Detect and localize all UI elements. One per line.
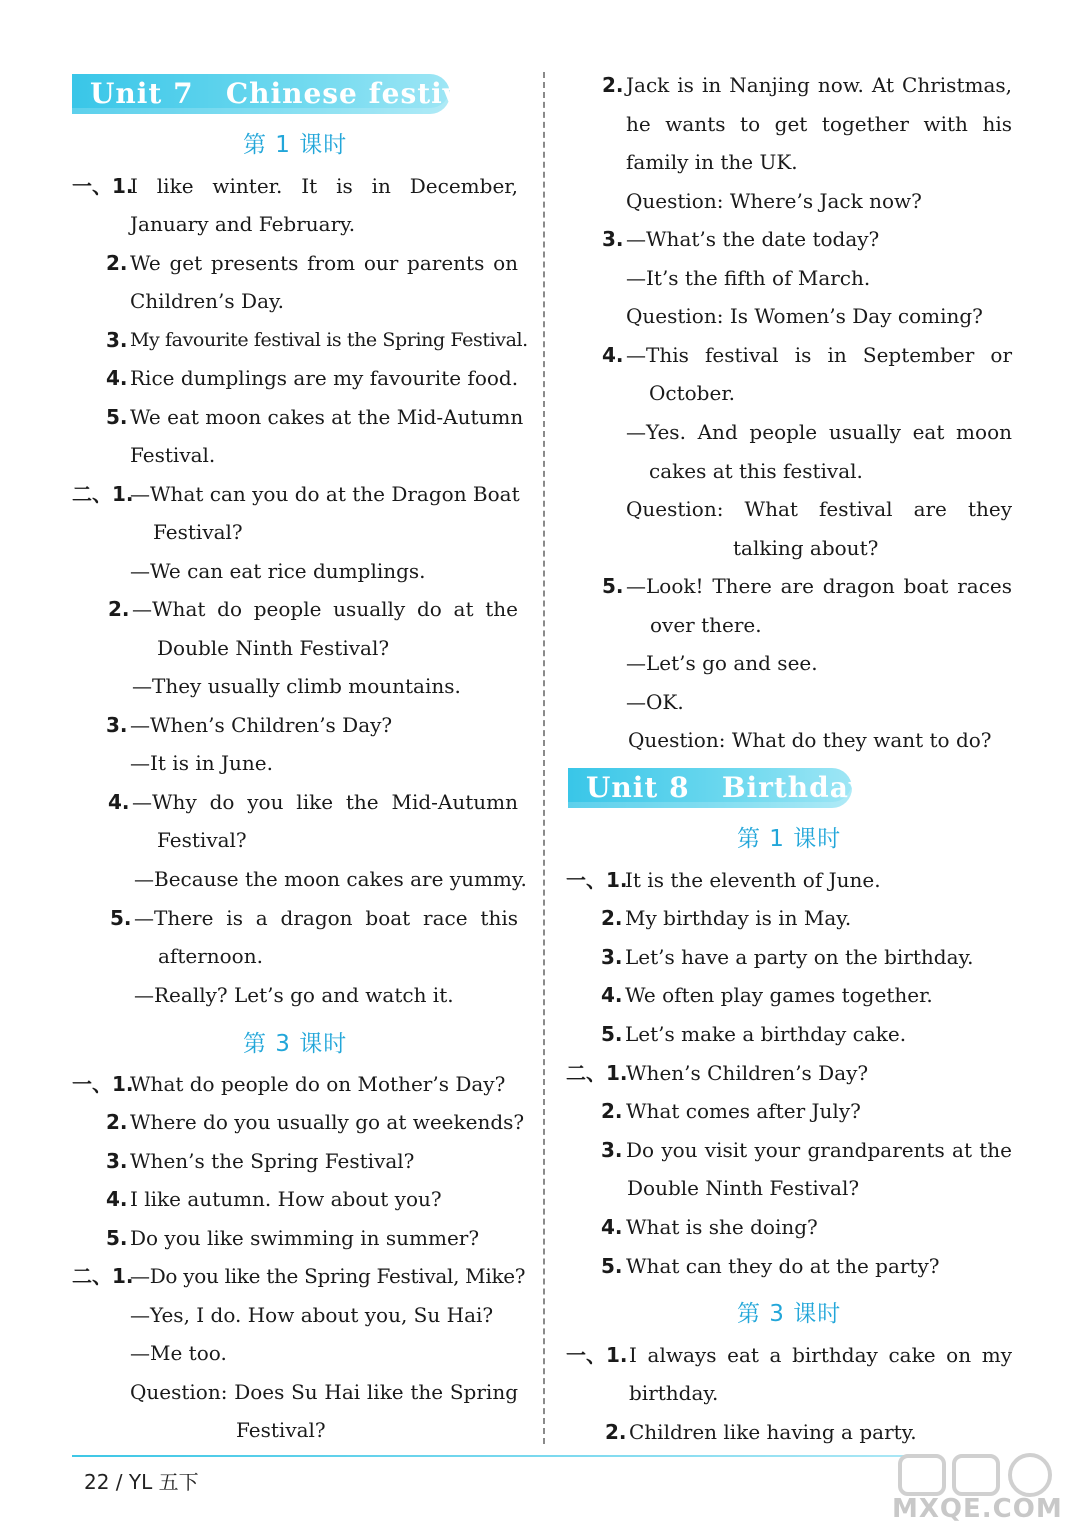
item-number: 3. (602, 227, 624, 251)
answer-line: Double Ninth Festival? (157, 636, 390, 660)
item-number: 一、1. (72, 174, 134, 198)
lesson-heading-3: 第 3 课时 (243, 1031, 348, 1057)
answer-line: It is the eleventh of June. (625, 868, 881, 892)
answer-line: Jack is in Nanjing now. At Christmas, (626, 73, 1012, 97)
answer-line: —We can eat rice dumplings. (130, 559, 426, 583)
answer-line: I like winter. It is in December, (130, 174, 518, 198)
item-number: 一、1. (566, 1343, 628, 1367)
question-line: Festival? (236, 1418, 326, 1442)
answer-line: —What can you do at the Dragon Boat (130, 482, 520, 506)
question-line: Question: Where’s Jack now? (626, 189, 922, 213)
answer-line: October. (649, 381, 736, 405)
watermark-text: MXQE.COM (892, 1494, 1063, 1524)
item-number: 4. (601, 1215, 623, 1239)
answer-line: We eat moon cakes at the Mid-Autumn (130, 405, 524, 429)
answer-line: When’s the Spring Festival? (130, 1149, 415, 1173)
answer-line: —Yes. And people usually eat moon (626, 420, 1012, 444)
lesson-heading-1: 第 1 课时 (737, 826, 842, 852)
question-line: talking about? (733, 536, 879, 560)
item-number: 4. (601, 983, 623, 1007)
item-number: 二、1. (72, 482, 134, 506)
watermark-logo (892, 1450, 1062, 1534)
item-number: 2. (601, 1099, 623, 1123)
question-line: Question: What do they want to do? (628, 728, 992, 752)
answer-line: January and February. (130, 212, 356, 236)
answer-line: —Because the moon cakes are yummy. (134, 867, 527, 891)
answer-line: —OK. (626, 690, 684, 714)
item-number: 3. (601, 945, 623, 969)
item-number: 5. (602, 574, 624, 598)
answer-line: What can they do at the party? (626, 1254, 940, 1278)
question-line: Question: Is Women’s Day coming? (626, 304, 983, 328)
left-column (0, 0, 540, 1460)
answer-line: Festival? (153, 520, 243, 544)
item-number: 2. (106, 1110, 128, 1134)
unit7-banner (72, 74, 508, 114)
item-number: 4. (106, 366, 128, 390)
item-number: 3. (106, 328, 128, 352)
item-number: 5. (601, 1022, 623, 1046)
answer-line: What is she doing? (626, 1215, 818, 1239)
answer-line: Where do you usually go at weekends? (130, 1110, 525, 1134)
answer-line: Rice dumplings are my favourite food. (130, 366, 519, 390)
item-number: 2. (605, 1420, 627, 1444)
answer-line: —There is a dragon boat race this (134, 906, 518, 930)
answer-line: —Why do you like the Mid-Autumn (132, 790, 518, 814)
lesson-heading-1: 第 1 课时 (243, 132, 348, 158)
answer-line: We get presents from our parents on (130, 251, 518, 275)
answer-line: Do you visit your grandparents at the (626, 1138, 1012, 1162)
answer-line: —What do people usually do at the (132, 597, 518, 621)
unit8-banner (568, 768, 883, 808)
footer-rule (72, 1455, 940, 1457)
item-number: 一、1. (566, 868, 628, 892)
answer-line: he wants to get together with his (626, 112, 1012, 136)
item-number: 5. (110, 906, 132, 930)
answer-line: —It’s the fifth of March. (626, 266, 871, 290)
answer-line: afternoon. (158, 944, 263, 968)
item-number: 4. (106, 1187, 128, 1211)
answer-line: birthday. (629, 1381, 719, 1405)
answer-line: What comes after July? (626, 1099, 861, 1123)
item-number: 5. (106, 1226, 128, 1250)
answer-line: —It is in June. (130, 751, 273, 775)
answer-line: I always eat a birthday cake on my (629, 1343, 1012, 1367)
item-number: 5. (106, 405, 128, 429)
answer-line: —Let’s go and see. (626, 651, 818, 675)
watermark-stamp-icon (892, 1450, 1062, 1500)
answer-line: Do you like swimming in summer? (130, 1226, 480, 1250)
answer-line: Festival. (130, 443, 216, 467)
answer-line: —Me too. (130, 1341, 227, 1365)
answer-line: family in the UK. (626, 150, 798, 174)
item-number: 二、1. (566, 1061, 628, 1085)
item-number: 2. (108, 597, 130, 621)
answer-line: —Do you like the Spring Festival, Mike? (130, 1264, 526, 1288)
answer-line: My favourite festival is the Spring Festival. (130, 329, 528, 351)
item-number: 3. (106, 713, 128, 737)
item-number: 4. (602, 343, 624, 367)
answer-line: —Yes, I do. How about you, Su Hai? (130, 1303, 494, 1327)
answer-line: Festival? (157, 828, 247, 852)
unit8-title: Unit 8 Birthdays (586, 771, 883, 804)
right-column (548, 0, 1068, 1460)
answer-line: —When’s Children’s Day? (130, 713, 393, 737)
answer-line: When’s Children’s Day? (626, 1061, 869, 1085)
question-line: Question: Does Su Hai like the Spring (130, 1380, 518, 1404)
answer-line: —What’s the date today? (626, 227, 880, 251)
item-number: 3. (601, 1138, 623, 1162)
answer-line: —They usually climb mountains. (132, 674, 461, 698)
item-number: 4. (108, 790, 130, 814)
answer-line: cakes at this festival. (649, 459, 863, 483)
lesson-heading-3: 第 3 课时 (737, 1301, 842, 1327)
answer-line: Double Ninth Festival? (627, 1176, 860, 1200)
answer-line: over there. (650, 613, 762, 637)
column-divider (543, 72, 545, 1444)
unit7-title: Unit 7 Chinese festivals (90, 77, 508, 110)
answer-line: Children like having a party. (629, 1420, 917, 1444)
answer-line: —Look! There are dragon boat races (626, 574, 1012, 598)
item-number: 2. (602, 73, 624, 97)
page-footer: 22 / YL 五下 (84, 1470, 199, 1494)
answer-line: Children’s Day. (130, 289, 284, 313)
answer-line: My birthday is in May. (625, 906, 852, 930)
item-number: 5. (601, 1254, 623, 1278)
question-line: Question: What festival are they (626, 497, 1012, 521)
item-number: 2. (601, 906, 623, 930)
answer-line: Let’s make a birthday cake. (625, 1022, 907, 1046)
item-number: 二、1. (72, 1264, 134, 1288)
answer-line: —This festival is in September or (626, 343, 1012, 367)
item-number: 2. (106, 251, 128, 275)
item-number: 一、1. (72, 1072, 134, 1096)
answer-line: What do people do on Mother’s Day? (130, 1072, 506, 1096)
answer-line: —Really? Let’s go and watch it. (134, 983, 454, 1007)
answer-line: Let’s have a party on the birthday. (625, 945, 974, 969)
item-number: 3. (106, 1149, 128, 1173)
answer-line: I like autumn. How about you? (130, 1187, 442, 1211)
answer-line: We often play games together. (625, 983, 933, 1007)
